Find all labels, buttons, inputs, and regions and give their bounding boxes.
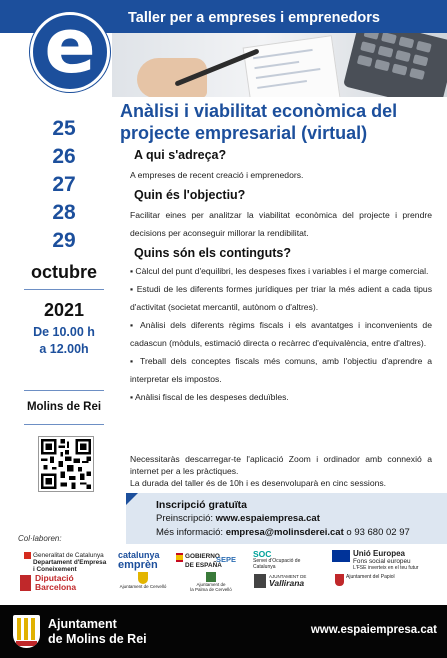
email-link[interactable]: empresa@molinsderei.cat bbox=[225, 527, 344, 538]
papiol-logo: Ajuntament del Papiol bbox=[335, 574, 395, 586]
day: 29 bbox=[52, 229, 76, 252]
espai-empresa-logo bbox=[30, 1, 110, 92]
list-item: ▪ Càlcul del punt d'equilibri, les despeses fixes i variables i el marge comercial. bbox=[130, 266, 429, 276]
logo-letter: e bbox=[44, 1, 96, 90]
vallirana-logo: AJUNTAMENT DE Vallirana bbox=[254, 574, 306, 588]
soc-logo: SOC Servei d'Ocupació de Catalunya bbox=[253, 549, 301, 570]
preregistration-link[interactable]: www.espaiempresa.cat bbox=[215, 513, 320, 524]
organization-line: Ajuntament bbox=[48, 617, 117, 631]
goal-text: Facilitar eines per analitzar la viabilitat econòmica del projecte i prendre decisions per aconseguir millorar la rendibilitat. bbox=[130, 210, 432, 238]
registration-title: Inscripció gratuïta bbox=[156, 499, 248, 511]
more-info-label: Més informació: bbox=[156, 527, 224, 538]
phone-number: o 93 680 02 97 bbox=[346, 527, 410, 538]
divider bbox=[24, 289, 104, 290]
event-title: Anàlisi i viabilitat econòmica del projecte empresarial (virtual) bbox=[120, 101, 398, 143]
molins-de-rei-crest bbox=[13, 615, 40, 648]
list-item: ▪ Anàlisi fiscal de les despeses deduïbles. bbox=[130, 392, 289, 402]
footer-organization bbox=[48, 617, 147, 647]
list-item: ▪ Estudi de les diferents formes jurídiques per triar la més adient a cada tipus d'activitat (societat mercantil, autònom o d'altres). bbox=[130, 284, 432, 312]
footer-website-link[interactable]: www.espaiempresa.cat bbox=[310, 624, 437, 636]
event-hours bbox=[0, 324, 128, 358]
contents-list bbox=[130, 262, 432, 406]
event-year: 2021 bbox=[43, 300, 85, 320]
event-month: octubre bbox=[30, 262, 97, 282]
hours-line: De 10.00 h bbox=[33, 325, 95, 339]
hero-image bbox=[112, 33, 447, 97]
note-line: Necessitaràs descarregar-te l'aplicació Zoom i ordinador amb connexió a internet per a les pràctiques. bbox=[130, 454, 432, 476]
collaborator-logos bbox=[0, 548, 447, 596]
note-line: La durada del taller és de 10h i es desenvoluparà en cinc sessions. bbox=[130, 478, 387, 488]
divider bbox=[24, 424, 104, 425]
requirements-note bbox=[130, 453, 432, 489]
divider bbox=[24, 390, 104, 391]
la-palma-logo: Ajuntament de la Palma de Cervelló bbox=[188, 572, 234, 592]
catalunya-empren-logo: catalunya emprèn bbox=[118, 550, 160, 571]
more-info-line bbox=[156, 526, 447, 540]
list-item: ▪ Anàlisi dels diferents règims fiscals i els avantatges i inconvenients de cadascun (mòduls, estimació directa o recàrrec d'equivalència, entre d'altres). bbox=[130, 320, 432, 348]
audience-text: A empreses de recent creació i emprenedors. bbox=[130, 170, 304, 180]
day: 26 bbox=[52, 145, 76, 168]
goal-heading: Quin és l'objectiu? bbox=[134, 188, 246, 202]
main-content bbox=[130, 148, 432, 406]
organization-line: de Molins de Rei bbox=[48, 632, 147, 646]
cervello-logo: Ajuntament de Cervelló bbox=[117, 572, 169, 589]
hours-line: a 12.00h bbox=[39, 342, 89, 356]
collaborators-label: Col·laboren: bbox=[18, 534, 62, 543]
diputacio-logo: Diputació Barcelona bbox=[20, 574, 76, 592]
qr-code[interactable] bbox=[38, 436, 94, 492]
contents-heading: Quins són els continguts? bbox=[134, 246, 291, 260]
eu-logo: Unió Europea Fons social europeu L'FSE inverteix en el teu futur bbox=[332, 550, 418, 572]
gobierno-logo: GOBIERNO DE ESPAÑA bbox=[176, 553, 222, 569]
preregistration-label: Preinscripció: bbox=[156, 513, 214, 524]
day: 25 bbox=[52, 117, 76, 140]
list-item: ▪ Treball dels conceptes fiscals més comuns, amb l'objectiu d'aprendre a interpretar els impostos. bbox=[130, 356, 432, 384]
sepe-logo: SEPE bbox=[216, 555, 237, 564]
day: 27 bbox=[52, 173, 76, 196]
document-illustration bbox=[243, 35, 342, 97]
day: 28 bbox=[52, 201, 76, 224]
audience-heading: A qui s'adreça? bbox=[134, 148, 227, 162]
event-location: Molins de Rei bbox=[26, 401, 102, 413]
event-days bbox=[0, 115, 128, 255]
generalitat-logo: Generalitat de Catalunya Departament d'Empresa i Coneixement bbox=[24, 552, 106, 573]
corner-accent bbox=[126, 493, 138, 505]
preregistration-line bbox=[156, 512, 447, 526]
calculator-illustration bbox=[343, 33, 447, 97]
registration-box bbox=[126, 493, 447, 544]
header-title: Taller per a empreses i emprenedors bbox=[128, 10, 380, 26]
